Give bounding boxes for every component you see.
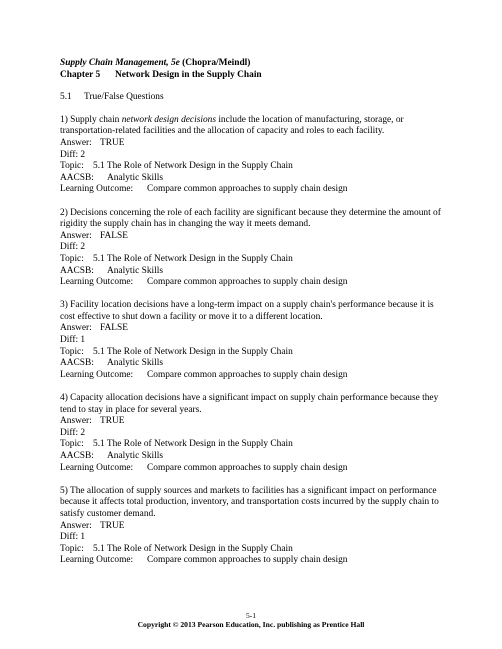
topic-row: Topic: 5.1 The Role of Network Design in the Supply Chain (60, 439, 293, 450)
book-authors: (Chopra/Meindl) (182, 58, 251, 68)
topic-row: Topic: 5.1 The Role of Network Design in the Supply Chain (60, 346, 293, 357)
aacsb-row: AACSB: Analytic Skills (60, 172, 163, 183)
question-stem: 5) The allocation of supply sources and markets to facilities has a significant impact on performance because it affects total production, inventory, and transportation costs incurred by the supply chain to satisfy customer demand. (60, 485, 439, 519)
document-page (60, 58, 444, 579)
question-stem: 2) Decisions concerning the role of each facility are significant because they determine the amount of rigidity the supply chain has in changing the way it meets demand. (60, 207, 441, 230)
topic-row: Topic: 5.1 The Role of Network Design in the Supply Chain (60, 161, 293, 172)
learning-outcome-row: Learning Outcome: Compare common approaches to supply chain design (60, 462, 348, 473)
book-title-line (60, 58, 444, 70)
section-title: True/False Questions (84, 92, 164, 103)
difficulty-value: 2 (80, 242, 86, 253)
aacsb-value: Analytic Skills (107, 172, 163, 183)
answer-row: Answer: FALSE (60, 230, 128, 241)
aacsb-value: Analytic Skills (107, 358, 163, 369)
answer-value: TRUE (100, 416, 125, 427)
question-item (60, 208, 444, 289)
question-stem: 1) Supply chain network design decisions include the location of manufacturing, storage, or transportation-related facilities and the allocation of capacity and roles to each facility. (60, 114, 404, 137)
question-item (60, 115, 444, 196)
answer-row: Answer: TRUE (60, 137, 125, 148)
question-stem: 3) Facility location decisions have a long-term impact on a supply chain's performance because it is cost effective to shut down a facility or move it to a different location. (60, 300, 434, 322)
topic-value: 5.1 The Role of Network Design in the Supply Chain (93, 161, 293, 172)
question-stem: 4) Capacity allocation decisions have a significant impact on supply chain performance because they tend to stay in place for several years. (60, 393, 439, 415)
difficulty-row: Diff: 2 (60, 242, 86, 253)
aacsb-row: AACSB: Analytic Skills (60, 451, 163, 461)
aacsb-value: Analytic Skills (107, 451, 163, 461)
topic-value: 5.1 The Role of Network Design in the Supply Chain (93, 543, 293, 554)
difficulty-row: Diff: 1 (60, 532, 86, 543)
key-term: network design decisions (121, 114, 216, 125)
copyright-notice: Copyright © 2013 Pearson Education, Inc. publishing as Prentice Hall (137, 620, 365, 629)
difficulty-value: 1 (80, 532, 86, 543)
learning-outcome-row: Learning Outcome: Compare common approaches to supply chain design (60, 277, 348, 288)
difficulty-row: Diff: 2 (60, 149, 86, 160)
question-item (60, 393, 444, 474)
difficulty-value: 1 (80, 335, 86, 346)
answer-row: Answer: TRUE (60, 416, 125, 427)
page-number: 5-1 (245, 611, 257, 620)
topic-value: 5.1 The Role of Network Design in the Supply Chain (93, 346, 293, 357)
chapter-title: Network Design in the Supply Chain (115, 69, 262, 80)
book-title: Supply Chain Management, 5e (60, 58, 180, 68)
learning-outcome-value: Compare common approaches to supply chain design (147, 462, 348, 473)
difficulty-row: Diff: 1 (60, 335, 86, 346)
chapter-number: Chapter 5 (60, 69, 101, 80)
aacsb-row: AACSB: Analytic Skills (60, 358, 163, 369)
learning-outcome-row: Learning Outcome: Compare common approaches to supply chain design (60, 369, 348, 380)
learning-outcome-value: Compare common approaches to supply chain design (147, 184, 348, 195)
learning-outcome-row: Learning Outcome: Compare common approaches to supply chain design (60, 184, 348, 195)
answer-value: TRUE (100, 137, 125, 148)
learning-outcome-value: Compare common approaches to supply chain design (147, 369, 348, 380)
learning-outcome-row: Learning Outcome: Compare common approaches to supply chain design (60, 555, 348, 566)
difficulty-value: 2 (80, 427, 86, 438)
topic-row: Topic: 5.1 The Role of Network Design in the Supply Chain (60, 253, 293, 264)
answer-value: TRUE (100, 520, 125, 531)
question-item (60, 300, 444, 381)
section-number: 5.1 (60, 92, 72, 103)
chapter-heading (60, 70, 444, 82)
difficulty-value: 2 (80, 149, 86, 160)
answer-value: FALSE (100, 323, 128, 334)
question-item (60, 486, 444, 567)
aacsb-value: Analytic Skills (107, 265, 163, 276)
aacsb-row: AACSB: Analytic Skills (60, 265, 163, 276)
topic-value: 5.1 The Role of Network Design in the Supply Chain (93, 439, 293, 450)
answer-row: Answer: TRUE (60, 520, 125, 531)
learning-outcome-value: Compare common approaches to supply chain design (147, 555, 348, 566)
difficulty-row: Diff: 2 (60, 427, 86, 438)
answer-value: FALSE (100, 230, 128, 241)
question-list (60, 115, 444, 567)
section-heading (60, 92, 444, 104)
answer-row: Answer: FALSE (60, 323, 128, 334)
topic-value: 5.1 The Role of Network Design in the Supply Chain (93, 253, 293, 264)
topic-row: Topic: 5.1 The Role of Network Design in the Supply Chain (60, 543, 293, 554)
learning-outcome-value: Compare common approaches to supply chain design (147, 277, 348, 288)
